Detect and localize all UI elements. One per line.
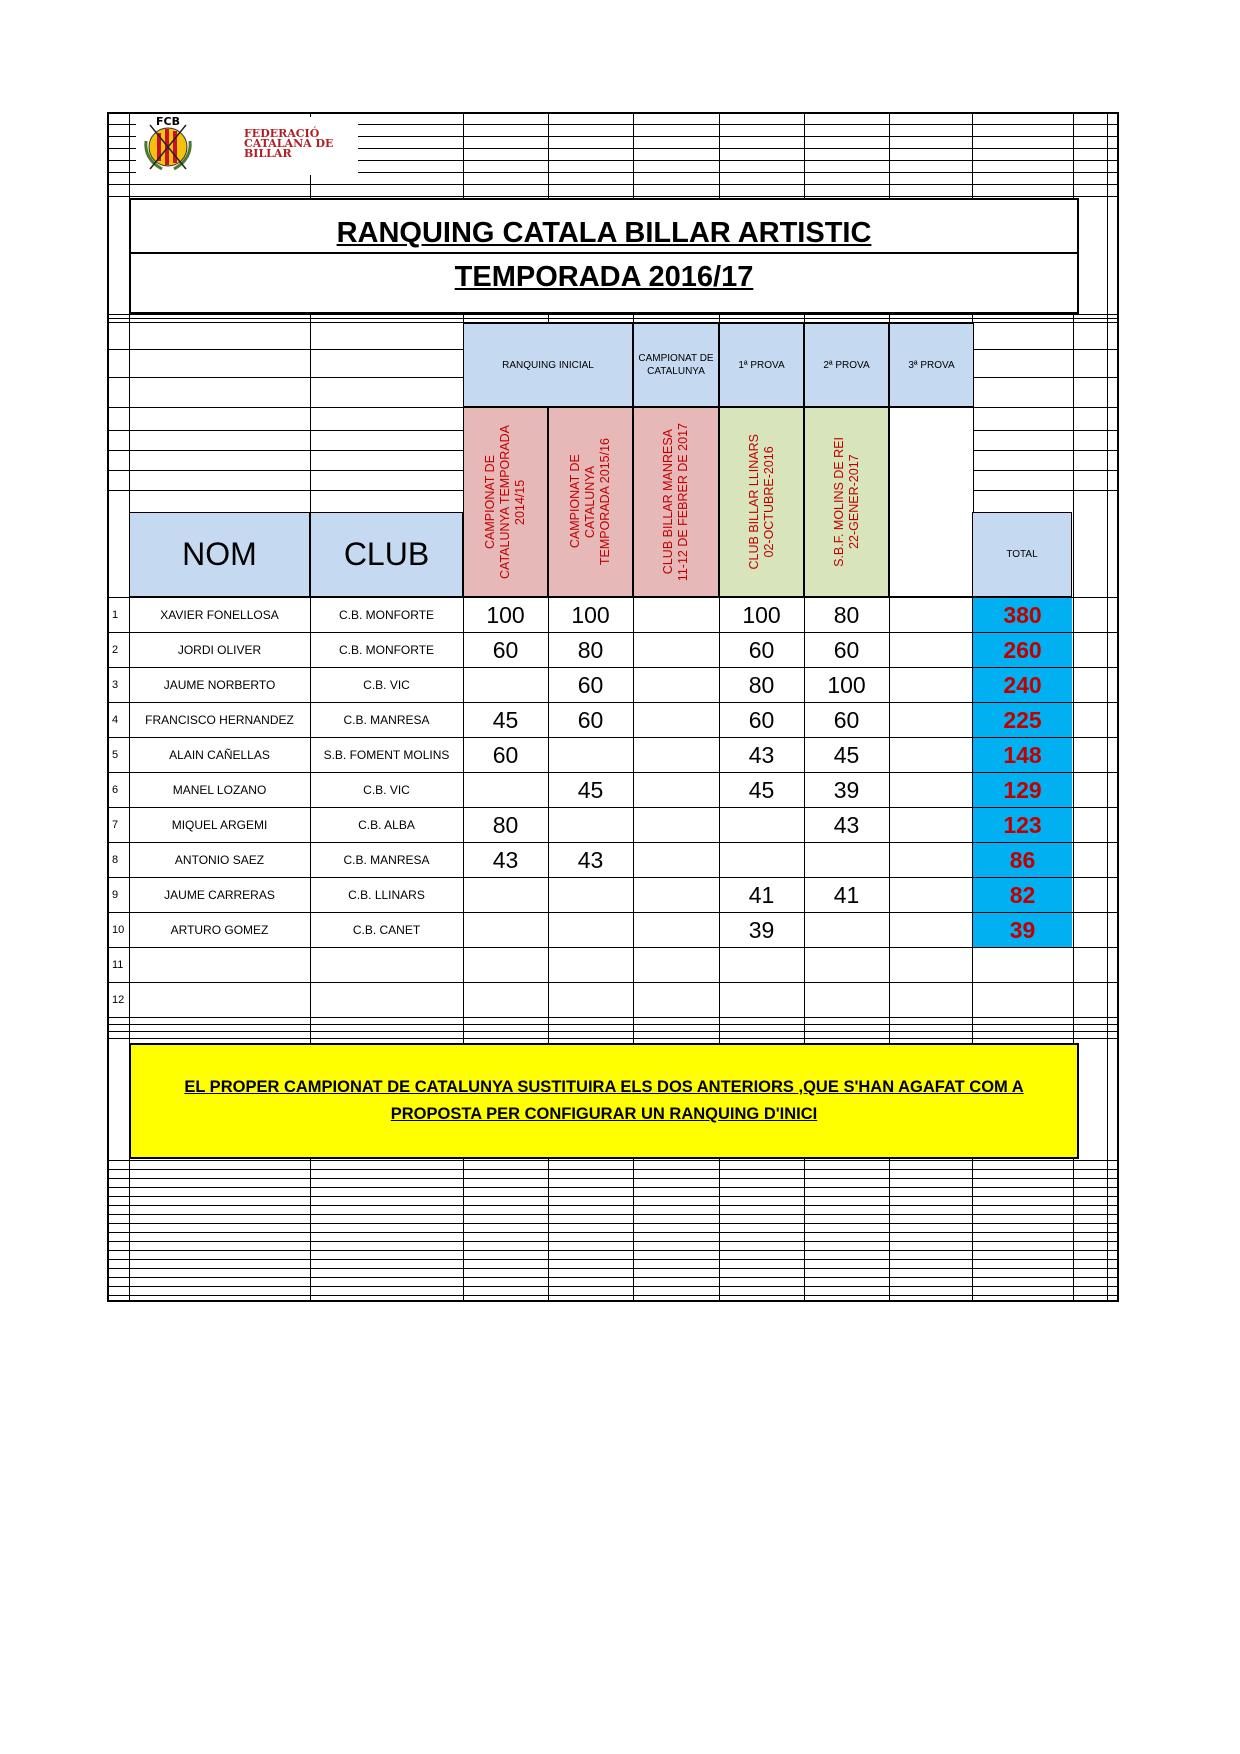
grid-row-line: [107, 1232, 1119, 1233]
grid-row-line: [107, 1250, 1119, 1251]
header-club: CLUB: [310, 512, 463, 597]
score-event-1: [463, 773, 548, 807]
score-event-4: [719, 983, 804, 1017]
header-event-6: [889, 407, 974, 597]
grid-row-line: [107, 1295, 1119, 1296]
header-event-1: [463, 407, 548, 597]
page-subtitle: TEMPORADA 2016/17: [454, 261, 754, 293]
player-club: C.B. VIC: [363, 783, 410, 797]
grid-column-line: [1107, 112, 1108, 1302]
total-points: [973, 948, 1072, 982]
score-event-5: 80: [833, 601, 860, 628]
score-event-1: 100: [486, 601, 525, 628]
grid-row-line: [107, 1031, 1119, 1032]
header-event-5: [804, 407, 889, 597]
score-event-2: [548, 948, 633, 982]
row-number: 12: [112, 994, 125, 1006]
event-2-label: CAMPIONAT DE CATALUNYA TEMPORADA 2015/16: [568, 438, 612, 566]
score-event-6: [889, 913, 972, 947]
score-event-3: [633, 878, 719, 912]
header-total: TOTAL: [972, 512, 1072, 597]
score-event-3: [633, 703, 719, 737]
grid-row-line: [107, 1259, 1119, 1260]
score-event-5: [804, 843, 889, 877]
score-event-3: [633, 773, 719, 807]
score-event-6: [889, 983, 972, 1017]
header-nom: NOM: [129, 512, 310, 597]
title-divider: [131, 252, 1077, 254]
score-event-6: [889, 843, 972, 877]
score-event-5: [804, 948, 889, 982]
grid-row-line: [107, 1223, 1119, 1224]
header-prova-1: 1ª PROVA: [719, 323, 804, 407]
score-event-5: 60: [833, 706, 860, 733]
row-divider: [107, 597, 1119, 598]
row-number: 9: [112, 889, 119, 901]
grid-row-line: [107, 1277, 1119, 1278]
score-event-4: 39: [748, 916, 775, 943]
score-event-3: [633, 913, 719, 947]
score-event-1: 45: [492, 706, 519, 733]
footer-note-line-1: EL PROPER CAMPIONAT DE CATALUNYA SUSTITUIRA ELS DOS ANTERIORS ,QUE S'HAN AGAFAT COM A: [184, 1078, 1024, 1096]
event-3-label: CLUB BILLAR MANRESA 11-12 DE FEBRER DE 2017: [661, 422, 690, 582]
player-club: C.B. ALBA: [358, 818, 415, 832]
player-club: C.B. MANRESA: [343, 713, 430, 727]
grid-row-line: [107, 1241, 1119, 1242]
score-event-5: [804, 913, 889, 947]
score-event-2: [548, 808, 633, 842]
player-club: C.B. MONFORTE: [338, 643, 435, 657]
player-name: JORDI OLIVER: [177, 643, 262, 657]
row-number: 2: [112, 644, 119, 656]
score-event-3: [633, 843, 719, 877]
score-event-2: [548, 913, 633, 947]
score-event-4: 80: [748, 671, 775, 698]
grid-row-line: [107, 1196, 1119, 1197]
header-event-3: [633, 407, 719, 597]
player-club: C.B. VIC: [363, 678, 410, 692]
score-event-3: [633, 983, 719, 1017]
player-name: [129, 948, 310, 982]
grid-row-line: [107, 196, 1119, 197]
score-event-6: [889, 808, 972, 842]
total-points: 39: [973, 913, 1072, 947]
logo-line-3: BILLAR: [244, 147, 292, 160]
player-name: JAUME CARRERAS: [164, 888, 275, 902]
header-event-2: [548, 407, 633, 597]
footer-note-line-2: PROPOSTA PER CONFIGURAR UN RANQUING D'INICI: [390, 1105, 818, 1123]
score-event-4: [719, 948, 804, 982]
grid-row-line: [107, 184, 1119, 185]
score-event-4: 100: [742, 601, 781, 628]
score-event-6: [889, 633, 972, 667]
grid-row-line: [107, 318, 1119, 319]
total-points: 148: [973, 738, 1072, 772]
score-event-4: 45: [748, 776, 775, 803]
score-event-6: [889, 598, 972, 632]
row-number: 4: [112, 714, 119, 726]
header-ranquing-inicial: RANQUING INICIAL: [463, 323, 633, 407]
grid-row-line: [107, 1286, 1119, 1287]
grid-row-line: [107, 1187, 1119, 1188]
player-club: [310, 948, 463, 982]
player-club: C.B. MANRESA: [343, 853, 430, 867]
score-event-1: [463, 878, 548, 912]
score-event-2: 60: [577, 706, 604, 733]
score-event-2: 60: [577, 671, 604, 698]
score-event-5: 41: [833, 881, 860, 908]
score-event-4: [719, 808, 804, 842]
row-number: 8: [112, 854, 119, 866]
score-event-1: 60: [492, 741, 519, 768]
score-event-5: 43: [833, 811, 860, 838]
score-event-3: [633, 948, 719, 982]
total-points: 123: [973, 808, 1072, 842]
row-number: 10: [112, 924, 125, 936]
total-points: 260: [973, 633, 1072, 667]
row-number: 5: [112, 749, 119, 761]
score-event-6: [889, 668, 972, 702]
score-event-2: 43: [577, 846, 604, 873]
score-event-5: 60: [833, 636, 860, 663]
total-points: [973, 983, 1072, 1017]
header-event-4: [719, 407, 804, 597]
row-number: 6: [112, 784, 119, 796]
score-event-2: [548, 983, 633, 1017]
grid-row-line: [107, 1178, 1119, 1179]
score-event-5: 39: [833, 776, 860, 803]
score-event-1: [463, 983, 548, 1017]
score-event-3: [633, 738, 719, 772]
player-club: C.B. LLINARS: [348, 888, 425, 902]
header-prova-2: 2ª PROVA: [804, 323, 889, 407]
row-number: 1: [112, 609, 119, 621]
logo-line-1: FEDERACIÓ: [244, 127, 320, 140]
player-name: [129, 983, 310, 1017]
score-event-3: [633, 633, 719, 667]
score-event-4: 41: [748, 881, 775, 908]
grid-row-line: [107, 1268, 1119, 1269]
score-event-1: 43: [492, 846, 519, 873]
score-event-1: [463, 913, 548, 947]
player-club: S.B. FOMENT MOLINS: [323, 748, 450, 762]
event-5-label: S.B.F. MOLINS DE REI 22-GENER-2017: [831, 437, 861, 567]
grid-row-line: [107, 1038, 1119, 1039]
player-name: JAUME NORBERTO: [163, 678, 276, 692]
score-event-6: [889, 738, 972, 772]
score-event-3: [633, 808, 719, 842]
score-event-1: [463, 668, 548, 702]
score-event-2: 100: [571, 601, 610, 628]
logo-line-2: CATALANA DE: [244, 137, 334, 150]
total-points: 225: [973, 703, 1072, 737]
total-points: 86: [973, 843, 1072, 877]
page-title: RANQUING CATALA BILLAR ARTISTIC: [336, 217, 872, 249]
grid-row-line: [107, 1205, 1119, 1206]
score-event-5: 45: [833, 741, 860, 768]
logo-wordmark: [244, 129, 358, 159]
player-name: ALAIN CAÑELLAS: [169, 748, 270, 762]
player-club: C.B. MONFORTE: [338, 608, 435, 622]
footer-note: [129, 1043, 1079, 1159]
score-event-6: [889, 773, 972, 807]
player-name: ANTONIO SAEZ: [174, 853, 265, 867]
player-club: [310, 983, 463, 1017]
score-event-6: [889, 948, 972, 982]
header-campionat: CAMPIONAT DE CATALUNYA: [633, 323, 719, 407]
score-event-2: 45: [577, 776, 604, 803]
player-name: MANEL LOZANO: [172, 783, 267, 797]
player-name: FRANCISCO HERNANDEZ: [145, 713, 294, 727]
score-event-4: 60: [748, 706, 775, 733]
header-prova-3: 3ª PROVA: [889, 323, 974, 407]
score-event-6: [889, 878, 972, 912]
row-divider: [107, 1017, 1119, 1018]
grid-row-line: [107, 1214, 1119, 1215]
row-number: 11: [112, 959, 124, 971]
fcb-abbr: FCB: [156, 115, 180, 128]
total-points: 380: [973, 598, 1072, 632]
title-box: [129, 198, 1079, 314]
score-event-4: [719, 843, 804, 877]
total-points: 240: [973, 668, 1072, 702]
score-event-2: [548, 738, 633, 772]
row-number: 7: [112, 819, 119, 831]
player-name: XAVIER FONELLOSA: [160, 608, 279, 622]
score-event-1: 60: [492, 636, 519, 663]
grid-row-line: [107, 1169, 1119, 1170]
score-event-4: 43: [748, 741, 775, 768]
event-1-label: CAMPIONAT DE CATALUNYA TEMPORADA 2014/15: [483, 425, 527, 579]
score-event-6: [889, 703, 972, 737]
player-club: C.B. CANET: [352, 923, 421, 937]
total-points: 82: [973, 878, 1072, 912]
federation-logo: [136, 117, 358, 175]
score-event-1: [463, 948, 548, 982]
score-event-1: 80: [492, 811, 519, 838]
score-event-5: [804, 983, 889, 1017]
player-name: MIQUEL ARGEMI: [171, 818, 268, 832]
event-4-label: CLUB BILLAR LLINARS 02-OCTUBRE-2016: [746, 434, 776, 570]
grid-row-line: [107, 1160, 1119, 1161]
row-number: 3: [112, 679, 119, 691]
score-event-2: 80: [577, 636, 604, 663]
score-event-3: [633, 598, 719, 632]
total-points: 129: [973, 773, 1072, 807]
player-name: ARTURO GOMEZ: [170, 923, 269, 937]
score-event-3: [633, 668, 719, 702]
score-event-5: 100: [827, 671, 866, 698]
score-event-4: 60: [748, 636, 775, 663]
score-event-2: [548, 878, 633, 912]
grid-row-line: [107, 314, 1119, 315]
grid-row-line: [107, 1024, 1119, 1025]
